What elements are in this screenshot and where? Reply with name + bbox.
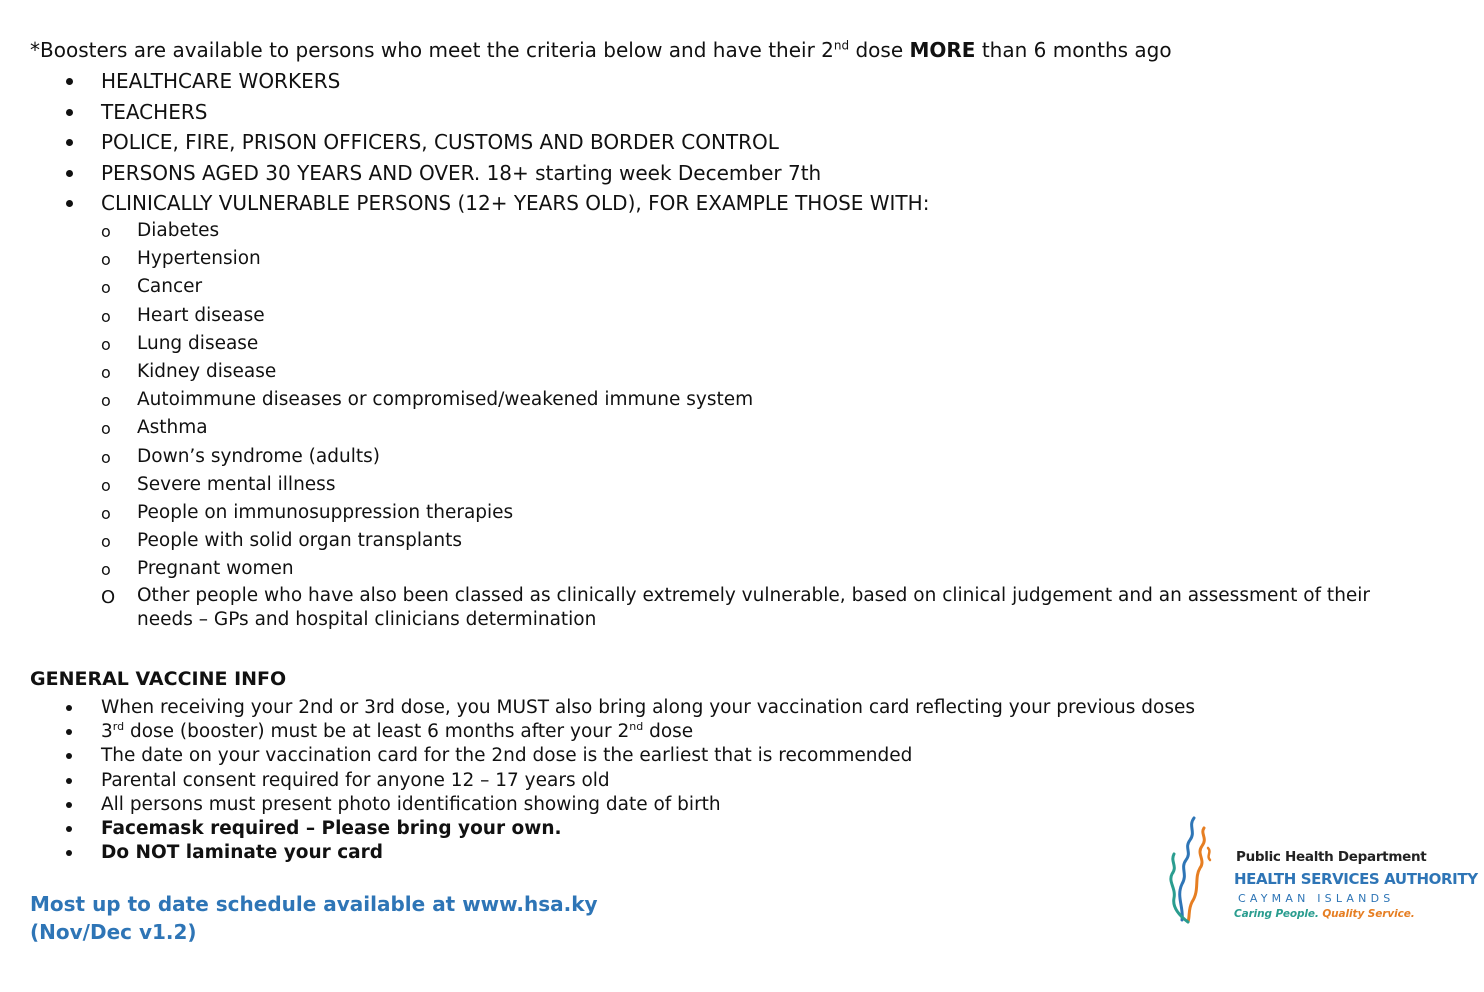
bullet-icon [66, 729, 72, 735]
bullet-icon [66, 200, 73, 207]
bullet-icon [66, 109, 73, 116]
sub-bullet-icon: O [101, 587, 116, 609]
bullet-icon [66, 170, 73, 177]
list-item: POLICE, FIRE, PRISON OFFICERS, CUSTOMS AND BORDER CONTROL [0, 128, 1484, 159]
list-item: PERSONS AGED 30 YEARS AND OVER. 18+ starting week December 7th [0, 159, 1484, 190]
bullet-icon [66, 705, 72, 711]
list-item: o Severe mental illness [0, 472, 1484, 500]
sub-bullet-icon: o [101, 447, 111, 467]
list-item: HEALTHCARE WORKERS [0, 67, 1484, 98]
list-item: o Asthma [0, 415, 1484, 443]
logo-authority: HEALTH SERVICES AUTHORITY [1234, 870, 1478, 888]
list-item: o People with solid organ transplants [0, 528, 1484, 556]
bullet-icon [66, 778, 72, 784]
version-label: (Nov/Dec v1.2) [30, 920, 197, 944]
sub-bullet-icon: o [101, 475, 111, 495]
logo-tagline: Caring People. Quality Service. [1234, 908, 1415, 920]
list-item: Parental consent required for anyone 12 – 17 years old [0, 769, 1484, 793]
sub-bullet-icon: o [101, 391, 111, 411]
criteria-list [0, 67, 1484, 220]
list-item: o Cancer [0, 274, 1484, 302]
list-item: TEACHERS [0, 98, 1484, 129]
sub-bullet-icon: o [101, 560, 111, 580]
sub-bullet-icon: o [101, 419, 111, 439]
schedule-link-text: Most up to date schedule available at www.hsa.ky [30, 892, 598, 916]
bullet-icon [66, 753, 72, 759]
sub-bullet-icon: o [101, 503, 111, 523]
sub-bullet-icon: o [101, 306, 111, 326]
list-item: All persons must present photo identification showing date of birth [0, 793, 1484, 817]
list-item: Facemask required – Please bring your own. [0, 817, 1484, 841]
sub-bullet-icon: o [101, 334, 111, 354]
list-item: o Autoimmune diseases or compromised/weakened immune system [0, 387, 1484, 415]
hsa-logo [1160, 812, 1478, 932]
list-item: o Heart disease [0, 303, 1484, 331]
bullet-icon [66, 78, 73, 85]
list-item: o Lung disease [0, 331, 1484, 359]
list-item: When receiving your 2nd or 3rd dose, you MUST also bring along your vaccination card reflecting your previous doses [0, 696, 1484, 720]
list-item: O Other people who have also been classed as clinically extremely vulnerable, based on clinical judgement and an assessment of their needs – GPs and hospital clinicians determination [101, 585, 1371, 631]
footer-note [30, 890, 598, 946]
bullet-icon [66, 826, 72, 832]
sub-bullet-icon: o [101, 278, 111, 298]
sub-bullet-icon: o [101, 532, 111, 552]
list-item: o Hypertension [0, 246, 1484, 274]
sub-bullet-icon: o [101, 222, 111, 241]
list-item: o Diabetes [0, 218, 1484, 246]
bullet-icon [66, 139, 73, 146]
list-item: o Kidney disease [0, 359, 1484, 387]
logo-department: Public Health Department [1236, 849, 1427, 865]
list-item: 3rd dose (booster) must be at least 6 months after your 2nd dose [0, 720, 1484, 744]
list-item: o Pregnant women [0, 556, 1484, 584]
sub-bullet-icon: o [101, 362, 111, 382]
conditions-list [0, 218, 1484, 636]
list-item: o Down’s syndrome (adults) [0, 444, 1484, 472]
bullet-icon [66, 802, 72, 808]
emphasis-more: MORE [909, 38, 976, 62]
list-item: o People on immunosuppression therapies [0, 500, 1484, 528]
general-vaccine-heading: GENERAL VACCINE INFO [30, 668, 287, 690]
list-item: CLINICALLY VULNERABLE PERSONS (12+ YEARS OLD), FOR EXAMPLE THOSE WITH: [0, 189, 1484, 220]
list-item: Do NOT laminate your card [0, 841, 1484, 865]
logo-region: CAYMAN ISLANDS [1238, 892, 1395, 905]
sub-bullet-icon: o [101, 250, 111, 270]
bullet-icon [66, 850, 72, 856]
list-item: The date on your vaccination card for the 2nd dose is the earliest that is recommended [0, 744, 1484, 768]
booster-intro: *Boosters are available to persons who meet the criteria below and have their 2nd dose MORE than 6 months ago [30, 38, 1172, 62]
figure-emblem-icon [1160, 812, 1230, 932]
